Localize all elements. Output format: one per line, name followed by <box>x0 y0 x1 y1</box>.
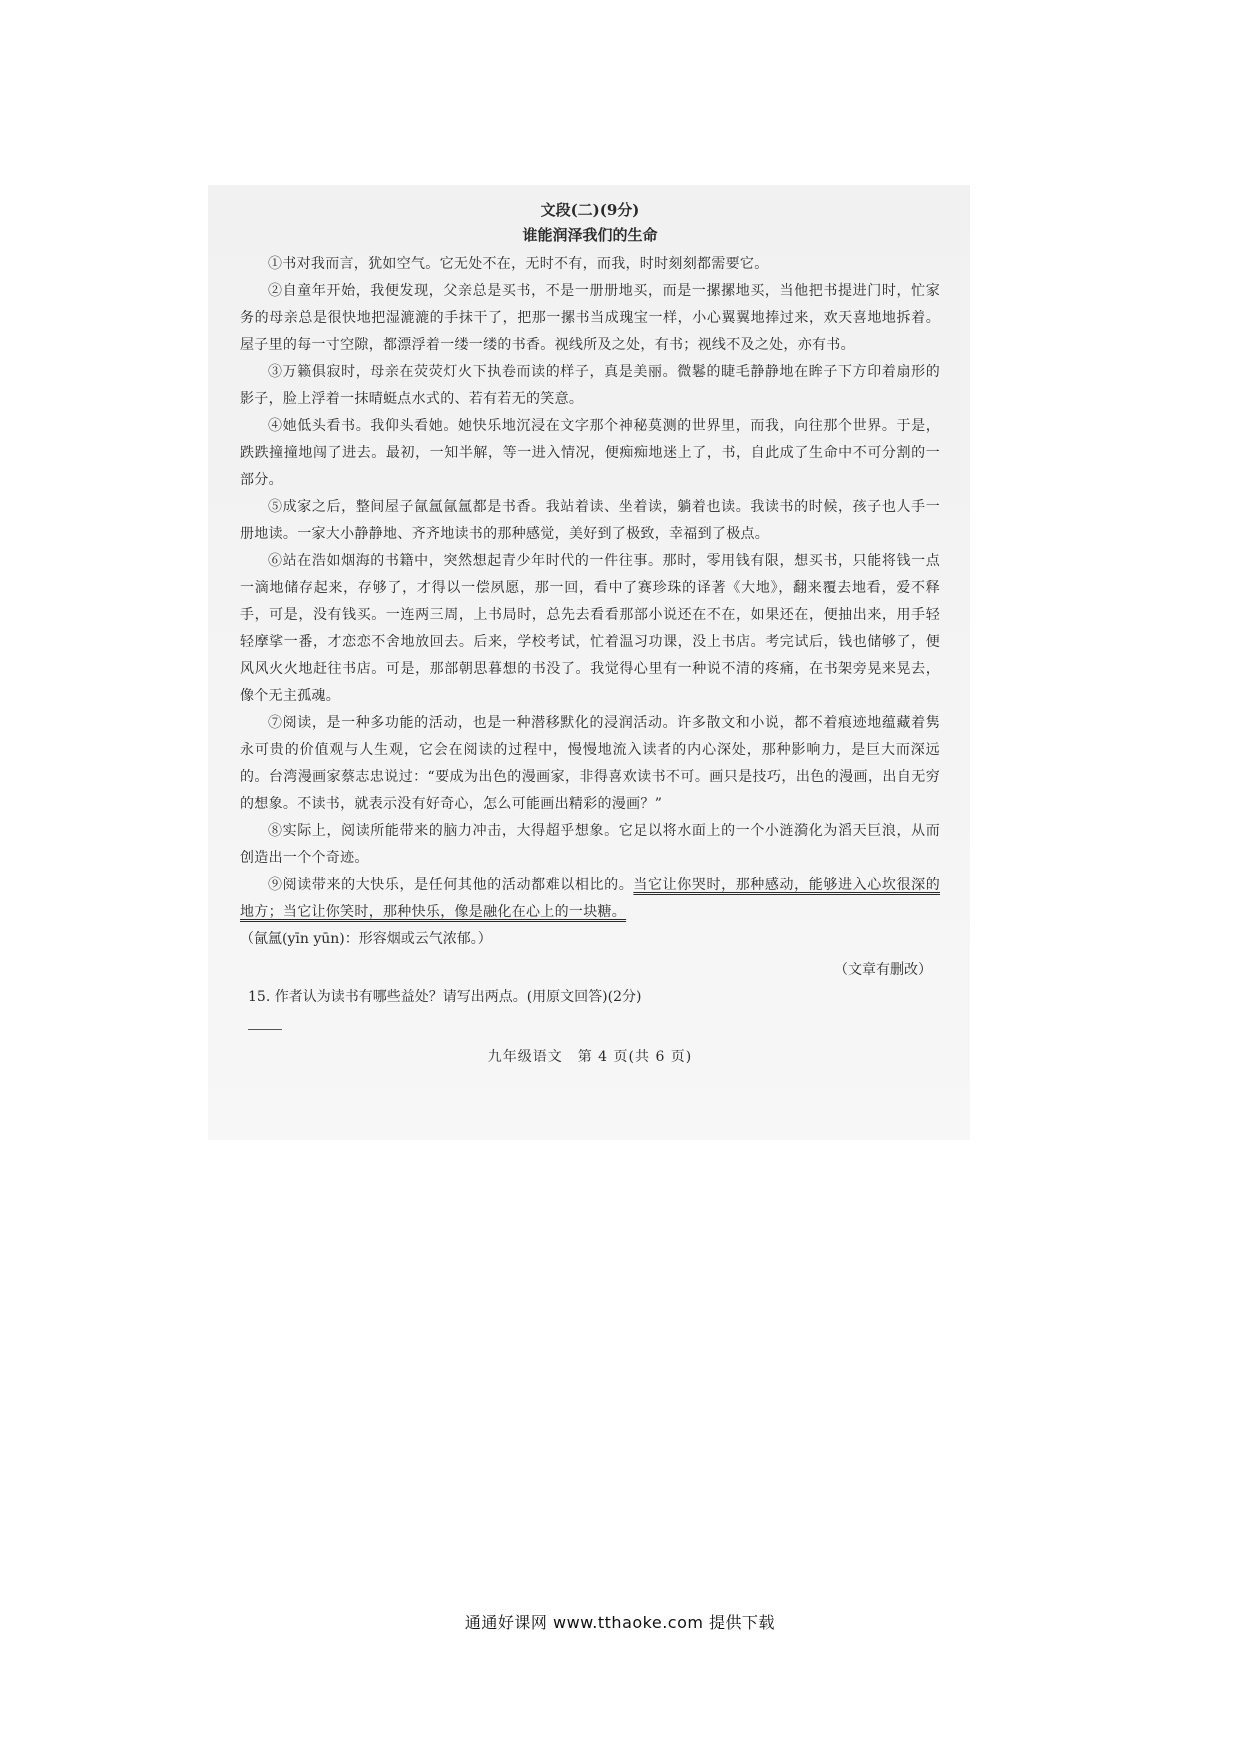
paragraph-4: ④她低头看书。我仰头看她。她快乐地沉浸在文字那个神秘莫测的世界里，而我，向往那个世界。于是，跌跌撞撞地闯了进去。最初，一知半解，等一进入情况，便痴痴地迷上了，书，自此成了生命中不可分割的一部分。 <box>240 418 940 488</box>
download-credit: 通通好课网 www.tthaoke.com 提供下载 <box>464 1613 776 1632</box>
page-content <box>240 195 940 1066</box>
section-title: 文段(二)(9分) <box>540 201 640 219</box>
paragraph-1: ①书对我而言，犹如空气。它无处不在，无时不有，而我，时时刻刻都需要它。 <box>268 256 769 272</box>
paragraph-5: ⑤成家之后，整间屋子氤氲氤氲都是书香。我站着读、坐着读，躺着也读。我读书的时候，孩子也人手一册地读。一家大小静静地、齐齐地读书的那种感觉，美好到了极致，幸福到了极点。 <box>240 499 940 542</box>
source-note: （文章有删改） <box>834 962 932 978</box>
answer-line <box>248 1029 282 1030</box>
paragraph-9-underlined: 当它让你哭时，那种感动，能够进入心坎很深的地方；当它让你笑时，那种快乐，像是融化在心上的一块糖。 <box>240 877 940 920</box>
page-footer: 九年级语文 第 4 页(共 6 页) <box>487 1049 693 1065</box>
vocab-note: （氤氲(yīn yūn)：形容烟或云气浓郁。） <box>240 931 492 947</box>
paragraph-2: ②自童年开始，我便发现，父亲总是买书，不是一册册地买，而是一摞摞地买，当他把书提进门时，忙家务的母亲总是很快地把湿漉漉的手抹干了，把那一摞书当成瑰宝一样，小心翼翼地捧过来，欢天喜地地拆着。屋子里的每一寸空隙，都漂浮着一缕一缕的书香。视线所及之处，有书；视线不及之处，亦有书。 <box>240 283 940 353</box>
paragraph-9 <box>240 872 940 926</box>
paragraph-8: ⑧实际上，阅读所能带来的脑力冲击，大得超乎想象。它足以将水面上的一个小涟漪化为滔天巨浪，从而创造出一个个奇迹。 <box>240 823 940 866</box>
paragraph-7: ⑦阅读，是一种多功能的活动，也是一种潜移默化的浸润活动。许多散文和小说，都不着痕迹地蕴藏着隽永可贵的价值观与人生观，它会在阅读的过程中，慢慢地流入读者的内心深处，那种影响力，是巨大而深远的。台湾漫画家蔡志忠说过：“要成为出色的漫画家，非得喜欢读书不可。画只是技巧，出色的漫画，出自无穷的想象。不读书，就表示没有好奇心，怎么可能画出精彩的漫画？” <box>240 715 940 812</box>
paragraph-6: ⑥站在浩如烟海的书籍中，突然想起青少年时代的一件往事。那时，零用钱有限，想买书，只能将钱一点一滴地储存起来，存够了，才得以一偿夙愿，那一回，看中了赛珍珠的译著《大地》，翻来覆去地看，爱不释手，可是，没有钱买。一连两三周，上书局时，总先去看看那部小说还在不在，如果还在，便抽出来，用手轻轻摩挲一番，才恋恋不舍地放回去。后来，学校考试，忙着温习功课，没上书店。考完试后，钱也储够了，便风风火火地赶往书店。可是，那部朝思暮想的书没了。我觉得心里有一种说不清的疼痛，在书架旁晃来晃去，像个无主孤魂。 <box>240 553 940 704</box>
article-title: 谁能润泽我们的生命 <box>522 226 658 244</box>
paragraph-9-plain: ⑨阅读带来的大快乐，是任何其他的活动都难以相比的。 <box>268 877 634 893</box>
scanned-page <box>208 185 970 1140</box>
paragraph-3: ③万籁俱寂时，母亲在荧荧灯火下执卷而读的样子，真是美丽。微鬈的睫毛静静地在眸子下方印着扇形的影子，脸上浮着一抹晴蜓点水式的、若有若无的笑意。 <box>240 364 940 407</box>
question-15: 15. 作者认为读书有哪些益处？请写出两点。(用原文回答)(2分) <box>248 989 642 1005</box>
